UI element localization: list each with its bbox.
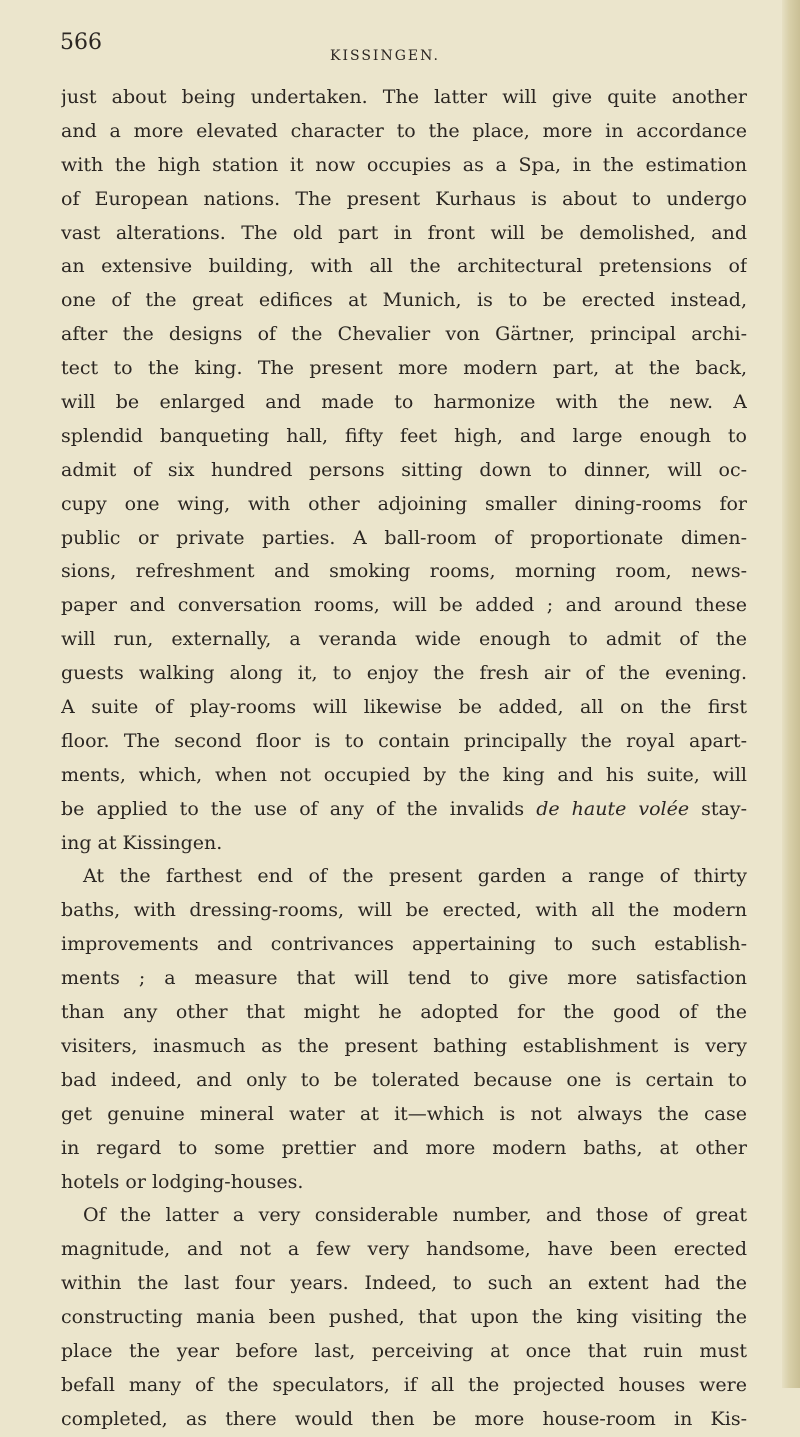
text-line: visiters, inasmuch as the present bathing establishment is very xyxy=(61,1034,747,1057)
text-line: guests walking along it, to enjoy the fresh air of the evening. xyxy=(61,662,747,685)
text-line: tect to the king. The present more modern part, at the back, xyxy=(61,357,747,380)
text-line: vast alterations. The old part in front will be demolished, and xyxy=(61,221,747,244)
text-line: ments, which, when not occupied by the king and his suite, will xyxy=(61,763,747,786)
text-line: A suite of play-rooms will likewise be added, all on the first xyxy=(61,696,747,719)
text-line: improvements and contrivances appertaining to such establish- xyxy=(61,933,747,956)
text-line: admit of six hundred persons sitting down to dinner, will oc- xyxy=(61,458,747,481)
text-line: place the year before last, perceiving at once that ruin must xyxy=(61,1339,747,1362)
text-line: an extensive building, with all the architectural pretensions of xyxy=(61,255,747,278)
text-line: public or private parties. A ball-room of proportionate dimen- xyxy=(61,526,747,549)
text-line: with the high station it now occupies as a Spa, in the estimation xyxy=(61,153,747,176)
text-line: ing at Kissingen. xyxy=(61,831,223,854)
text-line: will run, externally, a veranda wide enough to admit of the xyxy=(61,628,747,651)
text-line: paper and conversation rooms, will be added ; and around these xyxy=(61,594,747,617)
text-line: get genuine mineral water at it—which is not always the case xyxy=(61,1102,747,1125)
text-line: and a more elevated character to the place, more in accordance xyxy=(61,119,747,142)
page-number: 566 xyxy=(60,30,102,55)
text-segment: stay- xyxy=(701,797,747,820)
text-line: splendid banqueting hall, fifty feet high, and large enough to xyxy=(61,424,747,447)
text-line-with-italic xyxy=(61,793,747,827)
text-line: constructing mania been pushed, that upon the king visiting the xyxy=(61,1306,747,1329)
text-line: completed, as there would then be more house-room in Kis- xyxy=(61,1407,747,1430)
text-line: cupy one wing, with other adjoining smaller dining-rooms for xyxy=(61,492,747,515)
text-segment: be applied to the use of any of the invalids xyxy=(61,797,525,820)
page-header xyxy=(0,30,800,74)
text-line: baths, with dressing-rooms, will be erected, with all the modern xyxy=(61,899,747,922)
text-line: magnitude, and not a few very handsome, have been erected xyxy=(61,1238,747,1261)
text-line: bad indeed, and only to be tolerated because one is certain to xyxy=(61,1068,747,1091)
text-line: sions, refreshment and smoking rooms, morning room, news- xyxy=(61,560,747,583)
text-line: ments ; a measure that will tend to give more satisfaction xyxy=(61,967,747,990)
body-text xyxy=(61,81,747,1437)
italic-phrase: de haute volée xyxy=(536,797,690,820)
text-line: floor. The second floor is to contain principally the royal apart- xyxy=(61,729,747,752)
page-edge xyxy=(782,0,800,1388)
text-line: just about being undertaken. The latter will give quite another xyxy=(61,86,747,108)
text-line: within the last four years. Indeed, to such an extent had the xyxy=(61,1272,747,1295)
text-line: of European nations. The present Kurhaus is about to undergo xyxy=(61,187,747,210)
paragraph-start-line: At the farthest end of the present garden a range of thirty xyxy=(83,865,747,888)
paragraph-start-line: Of the latter a very considerable number, and those of great xyxy=(83,1204,747,1227)
text-line: in regard to some prettier and more modern baths, at other xyxy=(61,1136,747,1159)
text-line: one of the great edifices at Munich, is to be erected instead, xyxy=(61,289,747,312)
running-head: KISSINGEN. xyxy=(330,48,440,64)
text-line: will be enlarged and made to harmonize with the new. A xyxy=(61,391,747,414)
text-line: than any other that might he adopted for the good of the xyxy=(61,1001,747,1024)
text-line: befall many of the speculators, if all the projected houses were xyxy=(61,1373,747,1396)
text-line: after the designs of the Chevalier von Gärtner, principal archi- xyxy=(61,323,747,346)
text-line: hotels or lodging-houses. xyxy=(61,1170,304,1193)
